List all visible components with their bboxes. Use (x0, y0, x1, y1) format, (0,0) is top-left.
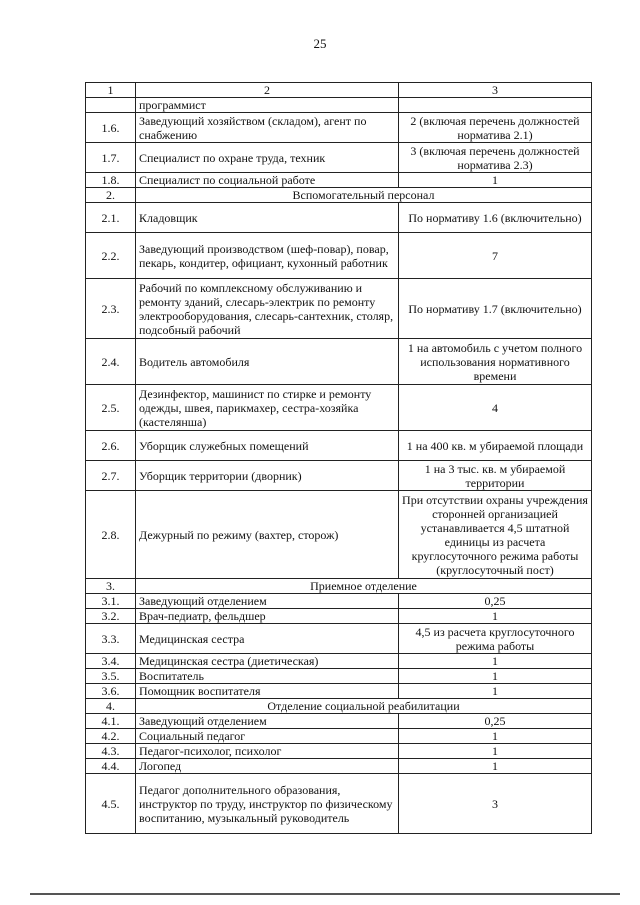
position-name: Специалист по социальной работе (136, 173, 399, 188)
header-cell-2: 2 (136, 83, 399, 98)
table-row (86, 173, 592, 188)
header-cell-1: 1 (86, 83, 136, 98)
table-row (86, 98, 592, 113)
section-number: 3. (86, 579, 136, 594)
staff-norm: При отсутствии охраны учреждения сторонней организацией устанавливается 4,5 штатной единицы из расчета круглосуточного режима работы (круглосуточный пост) (399, 491, 592, 579)
staff-norm: 0,25 (399, 594, 592, 609)
table-row (86, 684, 592, 699)
position-name: Логопед (136, 759, 399, 774)
row-number: 4.1. (86, 714, 136, 729)
position-name: программист (136, 98, 399, 113)
row-number (86, 98, 136, 113)
row-number: 1.8. (86, 173, 136, 188)
page-bottom-edge (30, 893, 620, 895)
staff-norm: 1 (399, 684, 592, 699)
staff-norm: 4,5 из расчета круглосуточного режима работы (399, 624, 592, 654)
section-number: 4. (86, 699, 136, 714)
row-number: 3.2. (86, 609, 136, 624)
position-name: Водитель автомобиля (136, 339, 399, 385)
position-name: Заведующий производством (шеф-повар), повар, пекарь, кондитер, официант, кухонный работник (136, 233, 399, 279)
row-number: 4.5. (86, 774, 136, 834)
position-name: Рабочий по комплексному обслуживанию и ремонту зданий, слесарь-электрик по ремонту электрооборудования, слесарь-сантехник, столяр, подсобный рабочий (136, 279, 399, 339)
row-number: 2.1. (86, 203, 136, 233)
staff-norm: По нормативу 1.7 (включительно) (399, 279, 592, 339)
table-row (86, 203, 592, 233)
position-name: Кладовщик (136, 203, 399, 233)
position-name: Дежурный по режиму (вахтер, сторож) (136, 491, 399, 579)
staff-norm: 1 (399, 759, 592, 774)
table-row (86, 654, 592, 669)
row-number: 1.7. (86, 143, 136, 173)
table-header-row (86, 83, 592, 98)
position-name: Врач-педиатр, фельдшер (136, 609, 399, 624)
staff-norm: 1 (399, 729, 592, 744)
position-name: Педагог дополнительного образования, инструктор по труду, инструктор по физическому воспитанию, музыкальный руководитель (136, 774, 399, 834)
position-name: Медицинская сестра (136, 624, 399, 654)
table-row (86, 714, 592, 729)
section-row (86, 579, 592, 594)
staff-norm: 0,25 (399, 714, 592, 729)
section-row (86, 188, 592, 203)
position-name: Медицинская сестра (диетическая) (136, 654, 399, 669)
row-number: 3.6. (86, 684, 136, 699)
row-number: 2.6. (86, 431, 136, 461)
table-row (86, 491, 592, 579)
table-row (86, 339, 592, 385)
position-name: Заведующий отделением (136, 594, 399, 609)
staffing-table-body (86, 83, 592, 834)
header-cell-3: 3 (399, 83, 592, 98)
table-row (86, 385, 592, 431)
page-number: 25 (313, 36, 327, 51)
position-name: Педагог-психолог, психолог (136, 744, 399, 759)
staff-norm: 1 (399, 609, 592, 624)
staff-norm: 1 на 400 кв. м убираемой площади (399, 431, 592, 461)
section-title: Вспомогательный персонал (136, 188, 592, 203)
position-name: Заведующий хозяйством (складом), агент по снабжению (136, 113, 399, 143)
row-number: 3.3. (86, 624, 136, 654)
staff-norm: 4 (399, 385, 592, 431)
table-row (86, 759, 592, 774)
row-number: 2.3. (86, 279, 136, 339)
section-row (86, 699, 592, 714)
section-number: 2. (86, 188, 136, 203)
staff-norm: По нормативу 1.6 (включительно) (399, 203, 592, 233)
position-name: Помощник воспитателя (136, 684, 399, 699)
row-number: 2.4. (86, 339, 136, 385)
staff-norm: 1 (399, 669, 592, 684)
staff-norm: 7 (399, 233, 592, 279)
staffing-table (85, 82, 592, 834)
row-number: 3.5. (86, 669, 136, 684)
staff-norm: 1 (399, 173, 592, 188)
row-number: 1.6. (86, 113, 136, 143)
staff-norm: 3 (399, 774, 592, 834)
section-title: Приемное отделение (136, 579, 592, 594)
row-number: 3.4. (86, 654, 136, 669)
row-number: 4.4. (86, 759, 136, 774)
position-name: Воспитатель (136, 669, 399, 684)
staff-norm: 1 (399, 744, 592, 759)
table-row (86, 609, 592, 624)
table-row (86, 774, 592, 834)
position-name: Специалист по охране труда, техник (136, 143, 399, 173)
staff-norm: 1 (399, 654, 592, 669)
row-number: 4.2. (86, 729, 136, 744)
table-row (86, 279, 592, 339)
row-number: 2.7. (86, 461, 136, 491)
row-number: 2.8. (86, 491, 136, 579)
staff-norm (399, 98, 592, 113)
staff-norm: 1 на 3 тыс. кв. м убираемой территории (399, 461, 592, 491)
position-name: Уборщик служебных помещений (136, 431, 399, 461)
table-row (86, 594, 592, 609)
row-number: 4.3. (86, 744, 136, 759)
position-name: Дезинфектор, машинист по стирке и ремонту одежды, швея, парикмахер, сестра-хозяйка (кастелянша) (136, 385, 399, 431)
table-row (86, 143, 592, 173)
table-row (86, 113, 592, 143)
table-row (86, 624, 592, 654)
position-name: Заведующий отделением (136, 714, 399, 729)
row-number: 2.2. (86, 233, 136, 279)
staff-norm: 3 (включая перечень должностей норматива 2.3) (399, 143, 592, 173)
row-number: 3.1. (86, 594, 136, 609)
table-row (86, 461, 592, 491)
table-row (86, 729, 592, 744)
section-title: Отделение социальной реабилитации (136, 699, 592, 714)
table-row (86, 431, 592, 461)
staff-norm: 1 на автомобиль с учетом полного использования нормативного времени (399, 339, 592, 385)
staff-norm: 2 (включая перечень должностей норматива 2.1) (399, 113, 592, 143)
position-name: Уборщик территории (дворник) (136, 461, 399, 491)
table-row (86, 744, 592, 759)
table-row (86, 669, 592, 684)
row-number: 2.5. (86, 385, 136, 431)
position-name: Социальный педагог (136, 729, 399, 744)
table-row (86, 233, 592, 279)
